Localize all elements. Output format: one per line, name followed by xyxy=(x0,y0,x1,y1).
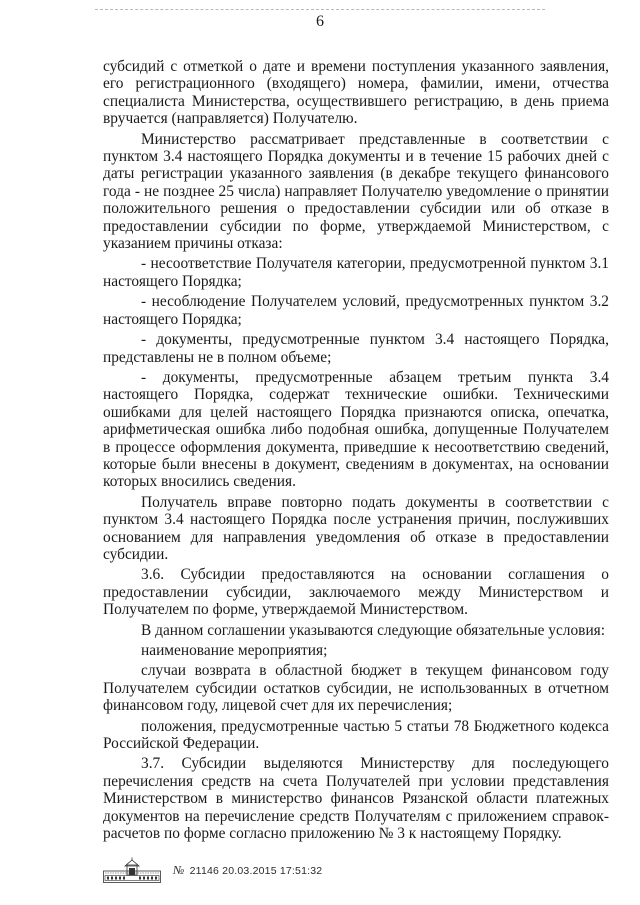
scan-edge-line xyxy=(95,9,545,11)
paragraph: - несоответствие Получателя категории, предусмотренной пунктом 3.1 настоящего Порядка; xyxy=(103,255,609,290)
paragraph: наименование мероприятия; xyxy=(141,642,328,659)
paragraph: Получатель вправе повторно подать документы в соответствии с пунктом 3.4 настоящего Порядка после устранения причин, послуживших основанием для направления уведомления об отказе в предоставлении субсидии. xyxy=(103,493,609,563)
registration-stamp xyxy=(173,863,322,878)
paragraph: 3.6. Субсидии предоставляются на основании соглашения о предоставлении субсидии, заключаемого между Министерством и Получателем по форме, утверждаемой Министерством. xyxy=(103,566,609,619)
document-body xyxy=(103,58,609,842)
paragraph: случаи возврата в областной бюджет в текущем финансовом году Получателем субсидии остатков субсидии, не использованных в отчетном финансовом году, лицевой счет для их перечисления; xyxy=(103,662,609,715)
government-building-emblem-icon xyxy=(103,857,161,883)
document-footer xyxy=(103,856,322,884)
paragraph: Министерство рассматривает представленные в соответствии с пунктом 3.4 настоящего Порядка документы и в течение 15 рабочих дней с даты регистрации указанного заявления (в декабре текущего финансового года - не позднее 25 числа) направляет Получателю уведомление о принятии положительного решения о предоставлении субсидии или об отказе в предоставлении субсидии по форме, утверждаемой Министерством, с указанием причины отказа: xyxy=(103,130,609,253)
paragraph: В данном соглашении указываются следующие обязательные условия: xyxy=(141,621,606,639)
paragraph: - документы, предусмотренные пунктом 3.4 настоящего Порядка, представлены не в полном объеме; xyxy=(103,331,609,366)
registration-number-date: 21146 20.03.2015 17:51:32 xyxy=(189,864,323,877)
page-number: 6 xyxy=(316,13,324,30)
paragraph: субсидий с отметкой о дате и времени поступления указанного заявления, его регистрационного (входящего) номера, фамилии, имени, отчества специалиста Министерства, осуществившего регистрацию, в день приема вручается (направляется) Получателю. xyxy=(103,58,609,128)
paragraph: 3.7. Субсидии выделяются Министерству для последующего перечисления средств на счета Получателей при условии представления Министерством в министерство финансов Рязанской области платежных документов на перечисление средств Получателям с приложением справок-расчетов по форме согласно приложению № 3 к настоящему Порядку. xyxy=(103,755,609,843)
paragraph: положения, предусмотренные частью 5 статьи 78 Бюджетного кодекса Российской Федерации. xyxy=(103,717,609,753)
number-sign: № xyxy=(173,862,185,877)
paragraph: - документы, предусмотренные абзацем третьим пункта 3.4 настоящего Порядка, содержат технические ошибки. Техническими ошибками для целей настоящего Порядка признаются описка, опечатка, арифметическая ошибка либо подобная ошибка, допущенные Получателем в процессе оформления документа, приведшие к несоответствию сведений, которые были внесены в документ, сведениям в документах, на основании которых вносились сведения. xyxy=(103,368,609,491)
paragraph: - несоблюдение Получателем условий, предусмотренных пунктом 3.2 настоящего Порядка; xyxy=(103,293,609,328)
